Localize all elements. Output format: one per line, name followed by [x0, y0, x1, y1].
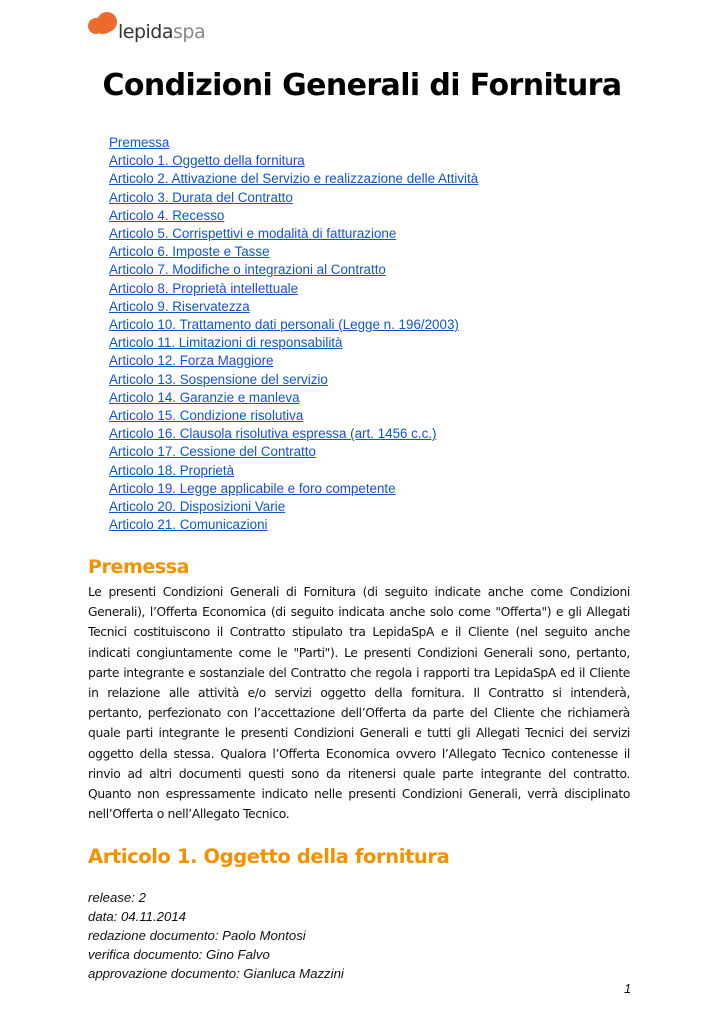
logo-text: lepida: [118, 21, 174, 43]
page-number: 1: [624, 981, 632, 996]
table-of-contents: [109, 134, 478, 534]
toc-link[interactable]: Articolo 18. Proprietà: [109, 462, 235, 478]
toc-link[interactable]: Articolo 2. Attivazione del Servizio e realizzazione delle Attività: [109, 171, 479, 187]
paragraph-line: Quanto non espressamente indicato nelle presenti Condizioni Generali, verrà disciplinato: [88, 786, 630, 801]
toc-link[interactable]: Articolo 8. Proprietà intellettuale: [109, 280, 299, 296]
paragraph-line: rinvio ad altri documenti questi sono da ritenersi quale parte integrante del contratto.: [88, 766, 630, 781]
toc-link[interactable]: Articolo 21. Comunicazioni: [109, 517, 268, 533]
document-metadata: [88, 888, 344, 983]
toc-link[interactable]: Articolo 6. Imposte e Tasse: [109, 244, 270, 260]
toc-link[interactable]: Articolo 20. Disposizioni Varie: [109, 499, 286, 515]
section-heading-article-1: Articolo 1. Oggetto della fornitura: [88, 845, 450, 868]
metadata-line: approvazione documento: Gianluca Mazzini: [88, 966, 344, 981]
metadata-line: release: 2: [88, 890, 146, 905]
document-title: Condizioni Generali di Fornitura: [102, 68, 622, 103]
logo-text-spa: spa: [173, 21, 206, 43]
toc-link[interactable]: Articolo 15. Condizione risolutiva: [109, 408, 304, 424]
toc-link[interactable]: Articolo 1. Oggetto della fornitura: [109, 153, 305, 169]
premessa-body: [88, 582, 630, 824]
toc-link[interactable]: Articolo 4. Recesso: [109, 207, 225, 223]
metadata-line: data: 04.11.2014: [88, 909, 187, 924]
paragraph-line: indicati congiuntamente come le "Parti"). Le presenti Condizioni Generali sono, pertanto,: [88, 645, 630, 660]
toc-link[interactable]: Articolo 7. Modifiche o integrazioni al Contratto: [109, 262, 386, 278]
paragraph-line: nell’Offerta o nell’Allegato Tecnico.: [88, 807, 290, 822]
paragraph-line: Tecnici costituiscono il Contratto stipulato tra LepidaSpA e il Cliente (nel seguito anche: [88, 625, 630, 640]
toc-link[interactable]: Articolo 10. Trattamento dati personali (Legge n. 196/2003): [109, 317, 459, 333]
section-heading-premessa: Premessa: [88, 556, 190, 578]
toc-link[interactable]: Premessa: [109, 135, 170, 150]
paragraph-line: parte integrante e sostanziale del Contratto che regola i rapporti tra LepidaSpA ed il Cliente: [88, 665, 630, 680]
paragraph-line: quale parti integrante le presenti Condizioni Generali e tutti gli Allegati Tecnici dei servizi: [88, 726, 630, 741]
toc-link[interactable]: Articolo 3. Durata del Contratto: [109, 189, 293, 205]
paragraph-line: Generali), l’Offerta Economica (di seguito indicata anche solo come "Offerta") e gli Allegati: [88, 605, 630, 620]
paragraph-line: oggetto della stessa. Qualora l’Offerta Economica ovvero l’Allegato Tecnico contenesse il: [88, 746, 630, 761]
toc-link[interactable]: Articolo 11. Limitazioni di responsabilità: [109, 335, 343, 351]
metadata-line: verifica documento: Gino Falvo: [88, 947, 270, 962]
paragraph-line: pertanto, perfezionato con l’accettazione dell’Offerta da parte del Cliente che richiamerà: [88, 706, 630, 721]
toc-link[interactable]: Articolo 16. Clausola risolutiva espressa (art. 1456 c.c.): [109, 426, 437, 442]
toc-link[interactable]: Articolo 9. Riservatezza: [109, 298, 250, 314]
toc-link[interactable]: Articolo 14. Garanzie e manleva: [109, 389, 300, 405]
toc-link[interactable]: Articolo 12. Forza Maggiore: [109, 353, 274, 369]
paragraph-line: Le presenti Condizioni Generali di Fornitura (di seguito indicate anche come Condizioni: [88, 585, 630, 599]
toc-link[interactable]: Articolo 13. Sospensione del servizio: [109, 371, 328, 387]
metadata-line: redazione documento: Paolo Montosi: [88, 928, 306, 943]
toc-link[interactable]: Articolo 19. Legge applicabile e foro competente: [109, 480, 396, 496]
toc-link[interactable]: Articolo 5. Corrispettivi e modalità di fatturazione: [109, 226, 397, 242]
paragraph-line: in relazione alle attività e/o servizi oggetto della fornitura. Il Contratto si intenderà,: [88, 685, 630, 700]
toc-link[interactable]: Articolo 17. Cessione del Contratto: [109, 444, 316, 460]
